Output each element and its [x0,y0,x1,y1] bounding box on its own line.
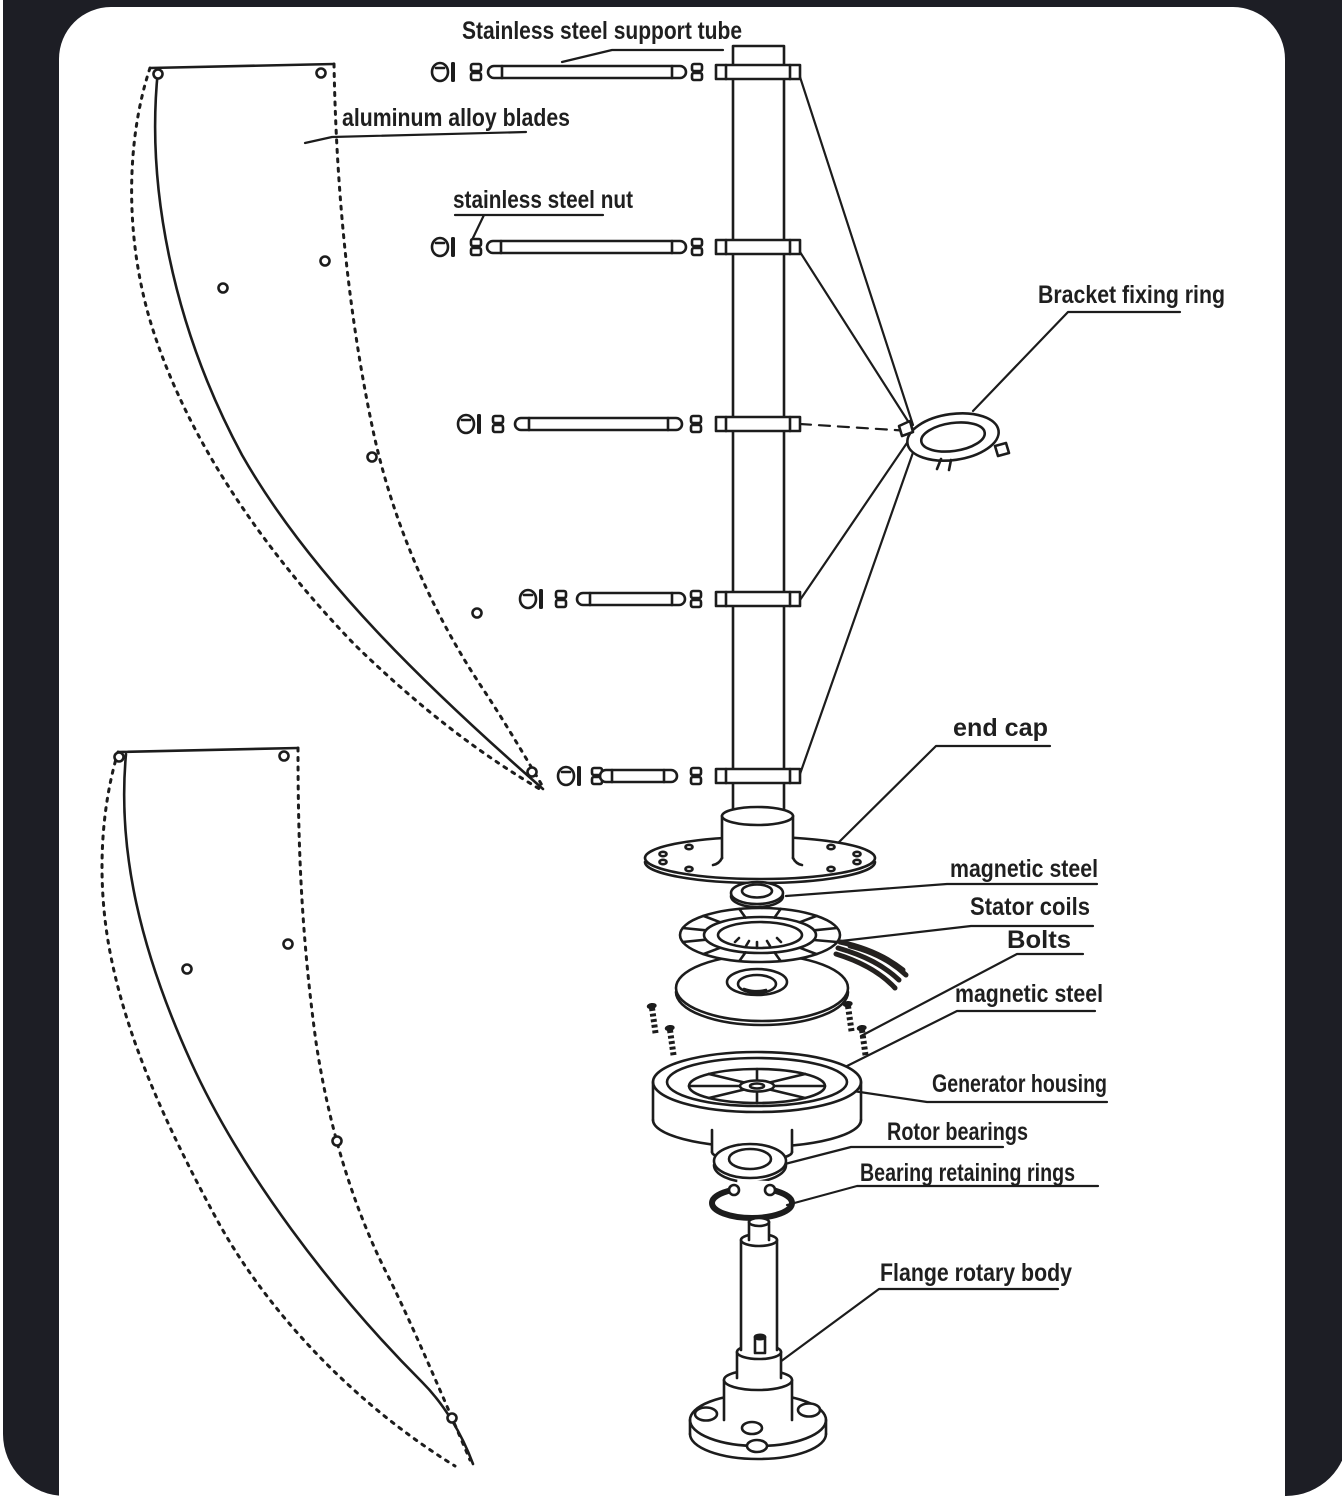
rotor-bearing [714,1144,786,1182]
support-rod-5 [558,766,701,786]
label-support-tube: Stainless steel support tube [462,17,743,45]
support-rod-4 [520,589,701,609]
stator-mount-dome [676,955,848,1025]
label-bolts: Bolts [1007,926,1071,954]
bearing-retaining-ring [712,1185,792,1218]
stator-coils [680,908,840,962]
support-rod-3 [458,414,701,434]
label-magnetic-steel-upper: magnetic steel [950,855,1098,883]
label-nut: stainless steel nut [453,186,634,214]
blade-lower [102,748,473,1466]
end-cap [645,807,875,883]
label-blades: aluminum alloy blades [342,104,570,132]
label-flange-rotary-body: Flange rotary body [880,1259,1073,1287]
label-rotor-bearings: Rotor bearings [887,1118,1028,1146]
tube-clamps [716,65,800,783]
support-rod-2 [432,237,702,257]
label-generator-housing: Generator housing [932,1070,1107,1098]
blade-upper [132,64,543,791]
label-magnetic-steel-lower: magnetic steel [955,980,1103,1008]
support-rod-1 [432,62,702,82]
flange-rotary-body [690,1218,826,1459]
label-bearing-retaining-rings: Bearing retaining rings [860,1159,1075,1187]
bracket-fixing-ring [899,408,1009,470]
label-end-cap: end cap [953,714,1048,742]
label-bracket-ring: Bracket fixing ring [1038,281,1225,309]
label-stator-coils: Stator coils [970,893,1090,921]
